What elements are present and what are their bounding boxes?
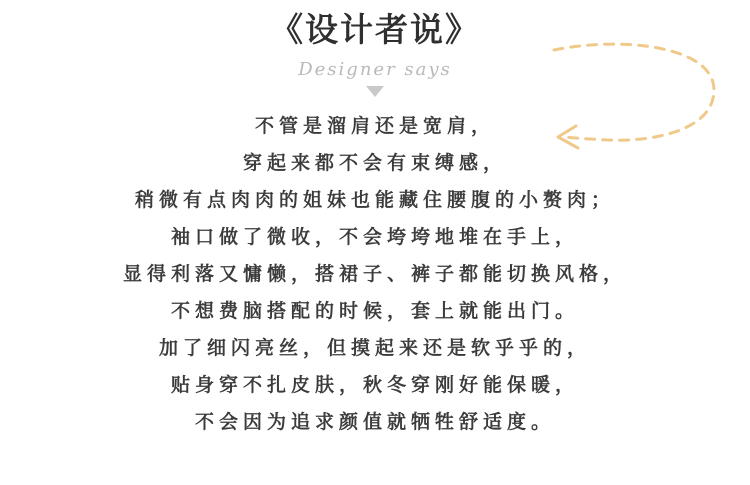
copy-line: 显得利落又慵懒，搭裙子、裤子都能切换风格， — [122, 264, 627, 285]
copy-line: 不想费脑搭配的时候，套上就能出门。 — [170, 301, 579, 322]
copy-line: 穿起来都不会有束缚感， — [242, 153, 507, 174]
copy-line: 贴身穿不扎皮肤，秋冬穿刚好能保暖， — [170, 375, 579, 396]
copy-line: 袖口做了微收，不会垮垮地堆在手上， — [170, 227, 579, 248]
body-copy — [0, 108, 750, 441]
page-title: 《设计者说》 — [270, 13, 480, 49]
copy-line: 不会因为追求颜值就牺牲舒适度。 — [194, 412, 555, 433]
copy-line: 不管是溜肩还是宽肩， — [254, 116, 495, 137]
title-block — [0, 10, 750, 97]
copy-line: 加了细闪亮丝，但摸起来还是软乎乎的， — [158, 338, 591, 359]
copy-line: 稍微有点肉肉的姐妹也能藏住腰腹的小赘肉； — [134, 190, 615, 211]
page-subtitle: Designer says — [298, 58, 452, 80]
triangle-down-icon — [366, 86, 384, 97]
